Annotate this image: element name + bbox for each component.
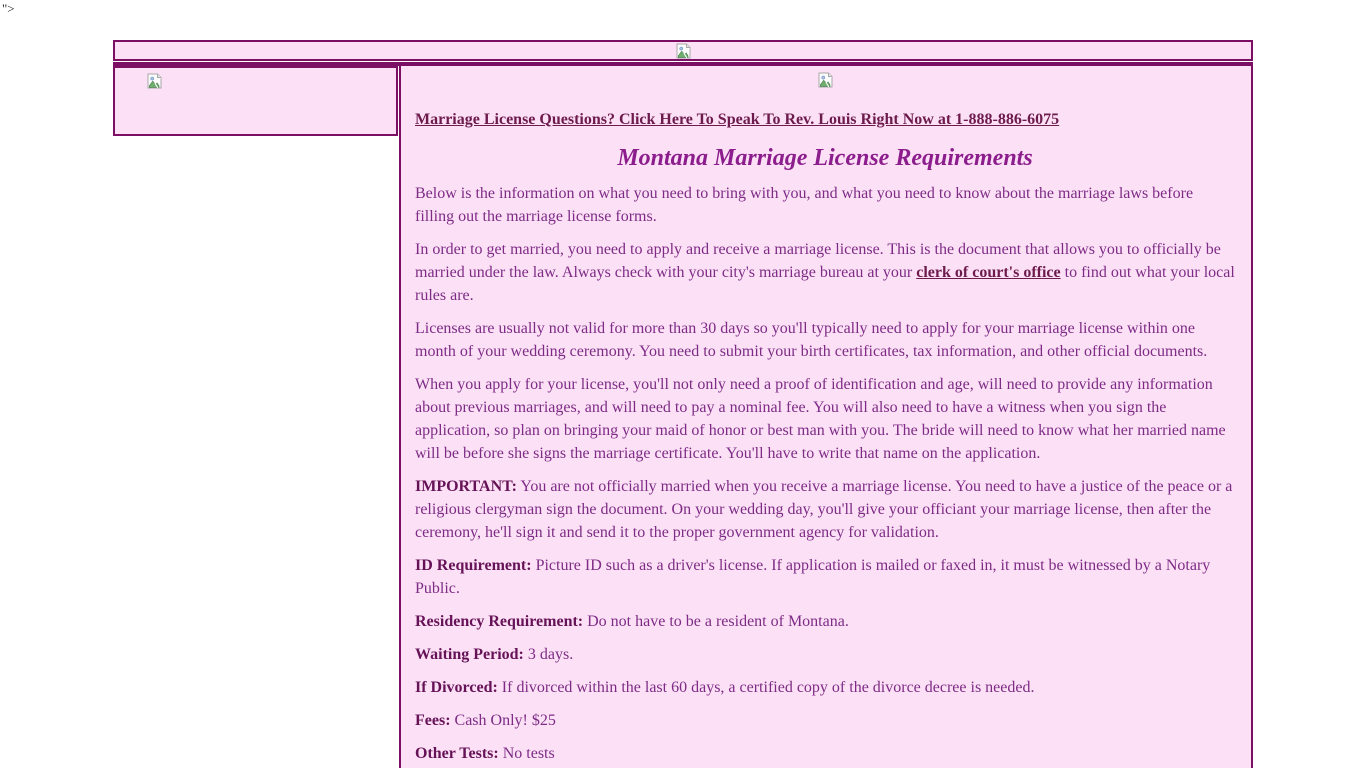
broken-image-icon [147, 73, 162, 89]
paragraph-apply [415, 238, 1235, 307]
paragraph-id-requirement [415, 554, 1235, 600]
top-banner [113, 40, 1253, 61]
paragraph-label: Waiting Period: [415, 646, 524, 663]
phone-link-row [415, 108, 1235, 131]
paragraph-text: Picture ID such as a driver's license. If application is mailed or faxed in, it must be witnessed by a Notary Public. [415, 557, 1211, 597]
paragraph-label: Fees: [415, 712, 451, 729]
paragraph-intro [415, 182, 1235, 228]
paragraph-text: Licenses are usually not valid for more than 30 days so you'll typically need to apply for your marriage license within one month of your wedding ceremony. You need to submit your birth certificates, tax information, and other official documents. [415, 320, 1208, 360]
broken-image-icon [818, 72, 833, 88]
paragraph-text: No tests [498, 745, 555, 762]
paragraph-label: ID Requirement: [415, 557, 532, 574]
paragraph-text: When you apply for your license, you'll not only need a proof of identification and age, will need to provide any information about previous marriages, and will need to pay a nominal fee. You will also need to have a witness when you sign the application, so plan on bringing your maid of honor or best man with you. The bride will need to know what her married name will be before she signs the marriage certificate. You'll have to write that name on the application. [415, 376, 1226, 462]
paragraph-text: Do not have to be a resident of Montana. [583, 613, 849, 630]
paragraph-if-divorced [415, 676, 1235, 699]
paragraph-important [415, 475, 1235, 544]
paragraph-label: If Divorced: [415, 679, 498, 696]
paragraph-text: Cash Only! $25 [450, 712, 556, 729]
paragraph-validity [415, 317, 1235, 363]
clerk-of-court-link[interactable]: clerk of court's office [916, 264, 1061, 281]
phone-link[interactable]: Marriage License Questions? Click Here To Speak To Rev. Louis Right Now at 1-888-886-6075 [415, 111, 1060, 128]
page-title: Montana Marriage License Requirements [617, 145, 1033, 171]
paragraph-text: 3 days. [523, 646, 574, 663]
paragraph-residency [415, 610, 1235, 633]
paragraph-text: to find out what your local rules are. [415, 264, 1235, 304]
paragraph-text: If divorced within the last 60 days, a certified copy of the divorce decree is needed. [497, 679, 1035, 696]
paragraph-requirements [415, 373, 1235, 465]
paragraph-label: IMPORTANT: [415, 478, 517, 495]
broken-image-icon [676, 43, 691, 59]
main-content [399, 66, 1253, 768]
paragraph-fees [415, 709, 1235, 732]
sidebar-box [113, 66, 398, 136]
paragraph-label: Residency Requirement: [415, 613, 584, 630]
paragraph-text: In order to get married, you need to apply and receive a marriage license. This is the document that allows you to officially be married under the law. Always check with your city's marriage bureau at your [415, 241, 1221, 281]
paragraph-text: Below is the information on what you need to bring with you, and what you need to know about the marriage laws before filling out the marriage license forms. [415, 185, 1194, 225]
stray-markup-text: "> [2, 1, 15, 16]
paragraph-waiting-period [415, 643, 1235, 666]
paragraph-label: Other Tests: [415, 745, 499, 762]
paragraph-text: You are not officially married when you receive a marriage license. You need to have a justice of the peace or a religious clergyman sign the document. On your wedding day, you'll give your officiant your marriage license, then after the ceremony, he'll sign it and send it to the proper government agency for validation. [415, 478, 1233, 541]
content-image-row [415, 72, 1235, 95]
paragraph-other-tests [415, 742, 1235, 765]
